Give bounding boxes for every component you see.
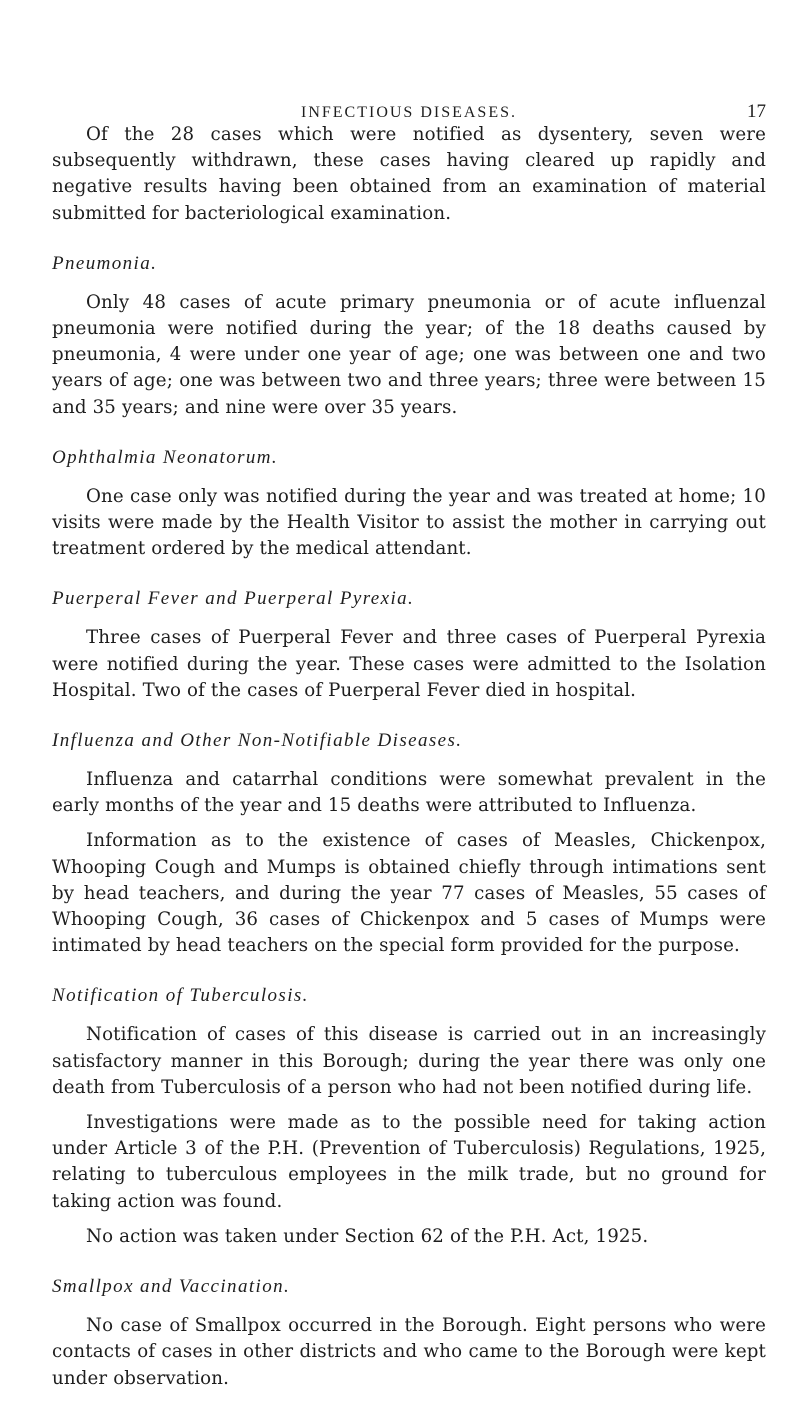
paragraph: No case of Smallpox occurred in the Borough. Eight persons who were contacts of cases in other districts and who came to the Borough were kept under observation. <box>52 1315 766 1389</box>
section-influenza <box>52 728 766 959</box>
paragraph: Influenza and catarrhal conditions were somewhat prevalent in the early months of the year and 15 deaths were attributed to Influenza. <box>52 769 766 817</box>
section-heading: Influenza and Other Non-Notifiable Diseases. <box>52 730 463 752</box>
paragraph: No action was taken under Section 62 of the P.H. Act, 1925. <box>86 1225 649 1247</box>
section-heading: Ophthalmia Neonatorum. <box>52 446 279 468</box>
paragraph: Only 48 cases of acute primary pneumonia or of acute influenzal pneumonia were notified during the year; of the 18 deaths caused by pneumonia, 4 were under one year of age; one was between one and two years of age; one was between two and three years; three were between 15 and 35 years; and nine were over 35 years. <box>52 291 766 418</box>
running-title: INFECTIOUS DISEASES. <box>300 104 517 121</box>
intro-paragraph: Of the 28 cases which were notified as dysentery, seven were subsequently withdrawn, these cases having cleared up rapidly and negative results having been obtained from an examination of material submitted for bacteriological examination. <box>52 124 766 224</box>
page-header <box>52 0 766 125</box>
section-tuberculosis <box>52 983 766 1250</box>
paragraph: Information as to the existence of cases of Measles, Chickenpox, Whooping Cough and Mumps is obtained chiefly through intimations sent by head teachers, and during the year 77 cases of Measles, 55 cases of Whooping Cough, 36 cases of Chickenpox and 5 cases of Mumps were intimated by head teachers on the special form provided for the purpose. <box>52 830 766 957</box>
section-puerperal-fever <box>52 586 766 704</box>
section-ophthalmia-neonatorum <box>52 445 766 563</box>
paragraph: Three cases of Puerperal Fever and three cases of Puerperal Pyrexia were notified during the year. These cases were admitted to the Isolation Hospital. Two of the cases of Puerperal Fever died in hospital. <box>52 627 766 701</box>
section-heading: Puerperal Fever and Puerperal Pyrexia. <box>52 588 415 610</box>
page-content <box>52 122 766 1392</box>
page-number: 17 <box>747 101 766 122</box>
section-heading: Smallpox and Vaccination. <box>52 1276 291 1298</box>
section-heading: Pneumonia. <box>52 252 158 274</box>
section-smallpox <box>52 1274 766 1392</box>
section-heading: Notification of Tuberculosis. <box>52 985 309 1007</box>
paragraph: Investigations were made as to the possible need for taking action under Article 3 of the P.H. (Prevention of Tuberculosis) Regulations, 1925, relating to tuberculous employees in the milk trade, but no ground for taking action was found. <box>52 1112 766 1212</box>
paragraph: Notification of cases of this disease is carried out in an increasingly satisfactory manner in this Borough; during the year there was only one death from Tuberculosis of a person who had not been notified during life. <box>52 1024 766 1098</box>
paragraph: One case only was notified during the year and was treated at home; 10 visits were made by the Health Visitor to assist the mother in carrying out treatment ordered by the medical attendant. <box>52 485 766 560</box>
document-page <box>52 0 766 1389</box>
section-pneumonia <box>52 251 766 421</box>
